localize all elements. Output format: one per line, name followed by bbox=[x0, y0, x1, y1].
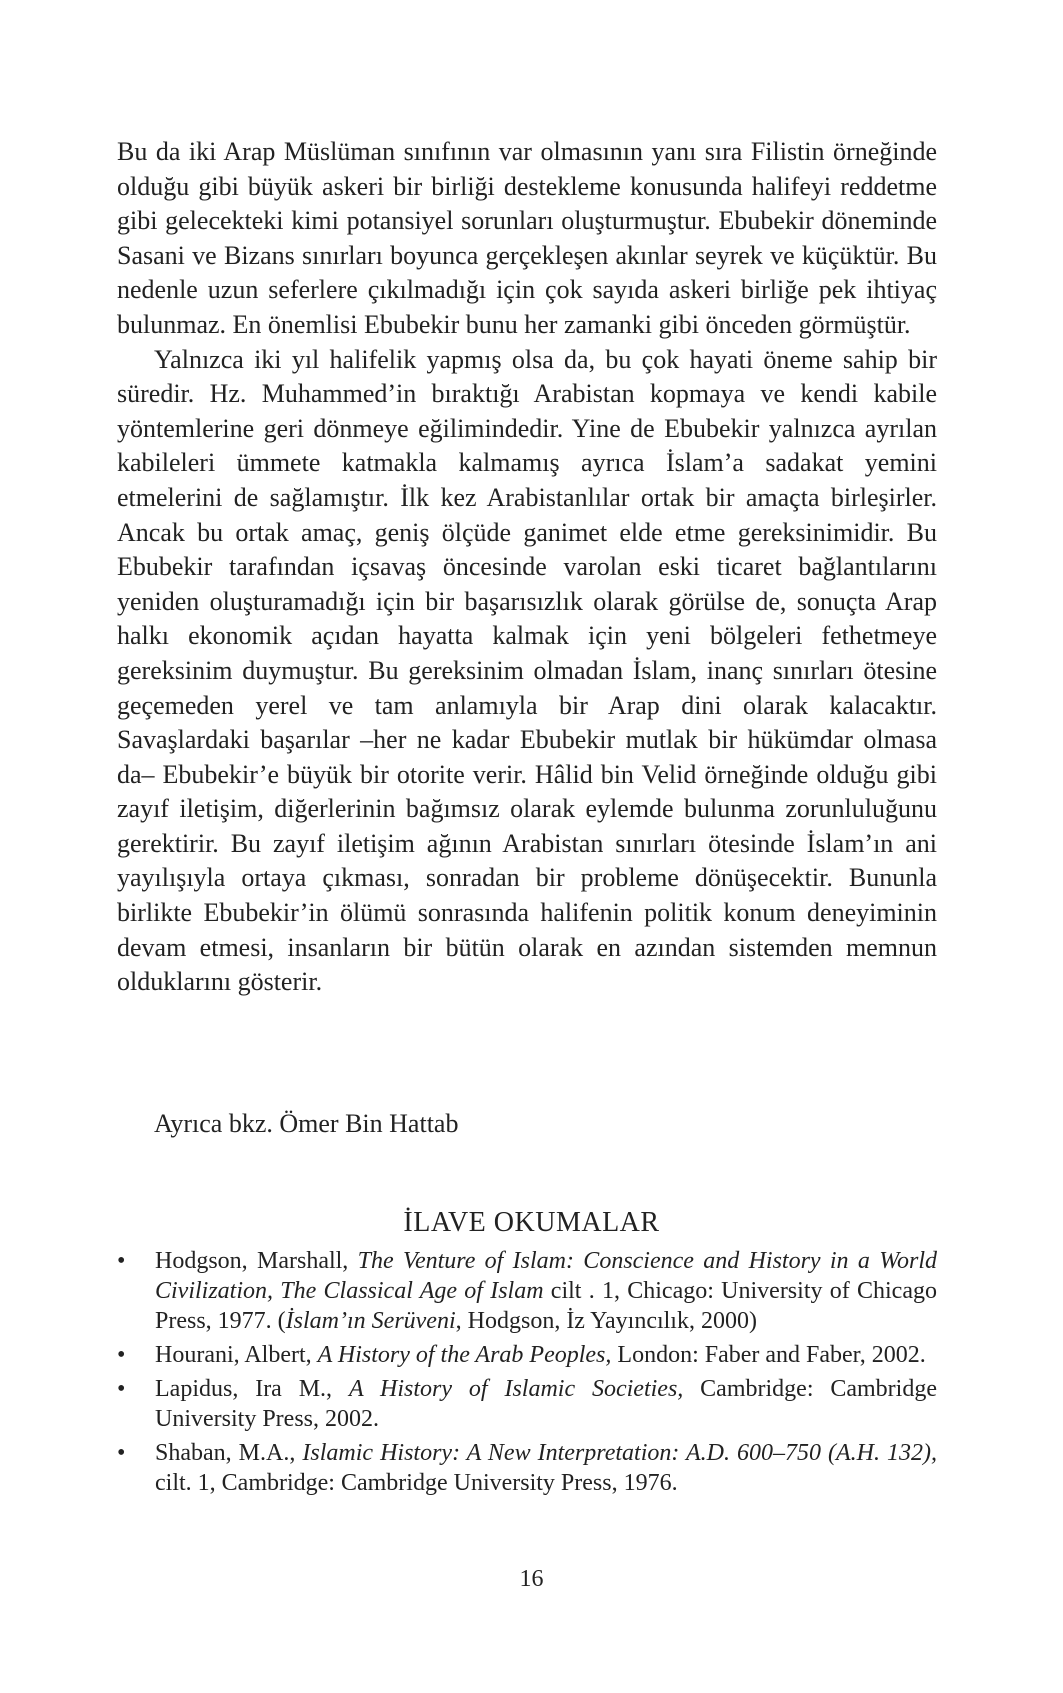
reference-details: cilt . 1, Chicago: University of Chicago Press, 1977. ( bbox=[155, 1278, 937, 1334]
reference-author: Hodgson, Marshall, bbox=[155, 1248, 358, 1274]
reference-details: Cambridge: Cambridge University Press, 2002. bbox=[155, 1376, 937, 1432]
reference-title: A History of Islamic Societies, bbox=[348, 1376, 684, 1402]
reference-title: Islamic History: A New Interpretation: A.D. 600–750 (A.H. 132), bbox=[302, 1440, 938, 1466]
page-number: 16 bbox=[519, 1566, 544, 1592]
see-also-note: Ayrıca bkz. Ömer Bin Hattab bbox=[154, 1109, 459, 1138]
reference-item bbox=[117, 1438, 937, 1498]
reference-author: Hourani, Albert, bbox=[155, 1342, 318, 1368]
bullet-icon: • bbox=[117, 1440, 126, 1466]
bullet-icon: • bbox=[117, 1248, 126, 1274]
reference-title: A History of the Arab Peoples, bbox=[317, 1342, 612, 1368]
reference-details: London: Faber and Faber, 2002. bbox=[611, 1342, 926, 1368]
reference-list bbox=[117, 1246, 937, 1502]
reference-item bbox=[117, 1340, 937, 1370]
paragraph-1: Bu da iki Arap Müslüman sınıfının var olmasının yanı sıra Filistin örneğinde olduğu gibi büyük askeri bir birliği destekleme konusunda halifeyi reddetme gibi gelecekteki kimi potansiyel sorunları oluşturmuştur. Ebubekir döneminde Sasani ve Bizans sınırları boyunca gerçekleşen akınlar seyrek ve küçüktür. Bu nedenle uzun seferlere çıkılmadığı için çok sayıda askeri birliğe pek ihtiyaç bulunmaz. En önemlisi Ebubekir bunu her zamanki gibi önceden görmüştür. bbox=[117, 137, 937, 339]
reference-title: The Venture of Islam: Conscience and History in a World Civilization, The Classical Age of Islam bbox=[155, 1248, 937, 1304]
bullet-icon: • bbox=[117, 1376, 126, 1402]
paragraph-2: Yalnızca iki yıl halifelik yapmış olsa da, bu çok hayati öneme sahip bir süredir. Hz. Muhammed’in bıraktığı Arabistan kopmaya ve kendi kabile yöntemlerine geri dönmeye eğilimindedir. Yine de Ebubekir yalnızca ayrılan kabileleri ümmete katmakla kalmamış ayrıca İslam’a sadakat yemini etmelerini de sağlamıştır. İlk kez Arabistanlılar ortak bir amaçta birleşirler. Ancak bu ortak amaç, geniş ölçüde ganimet elde etme gereksinimidir. Bu Ebubekir tarafından içsavaş öncesinde varolan eski ticaret bağlantılarını yeniden oluşturamadığı için bir başarısızlık olarak görülse de, sonuçta Arap halkı ekonomik açıdan hayatta kalmak için yeni bölgeleri fethetmeye gereksinim duymuştur. Bu gereksinim olmadan İslam, inanç sınırları ötesine geçemeden yerel ve tam anlamıyla bir Arap dini olarak kalacaktır. Savaşlardaki başarılar –her ne kadar Ebubekir mutlak bir hükümdar olmasa da– Ebubekir’e büyük bir otorite verir. Hâlid bin Velid örneğinde olduğu gibi zayıf iletişim, diğerlerinin bağımsız olarak eylemde bulunma zorunluluğunu gerektirir. Bu zayıf iletişim ağının Arabistan sınırları ötesinde İslam’ın ani yayılışıyla ortaya çıkması, sonradan bir probleme dönüşecektir. Bununla birlikte Ebubekir’in ölümü sonrasında halifenin politik konum deneyiminin devam etmesi, insanların bir bütün olarak en azından sistemden memnun olduklarını gösterir. bbox=[117, 344, 937, 997]
reference-details: cilt. 1, Cambridge: Cambridge University Press, 1976. bbox=[155, 1470, 678, 1496]
reference-item bbox=[117, 1374, 937, 1434]
reference-translation-title: İslam’ın Serüveni bbox=[285, 1308, 456, 1334]
reference-author: Shaban, M.A., bbox=[155, 1440, 303, 1466]
reference-item bbox=[117, 1246, 937, 1336]
bullet-icon: • bbox=[117, 1342, 126, 1368]
reference-author: Lapidus, Ira M., bbox=[155, 1376, 349, 1402]
reference-translation-details: , Hodgson, İz Yayıncılık, 2000) bbox=[455, 1308, 757, 1334]
further-reading-heading: İLAVE OKUMALAR bbox=[403, 1207, 660, 1238]
body-text bbox=[117, 135, 937, 1000]
